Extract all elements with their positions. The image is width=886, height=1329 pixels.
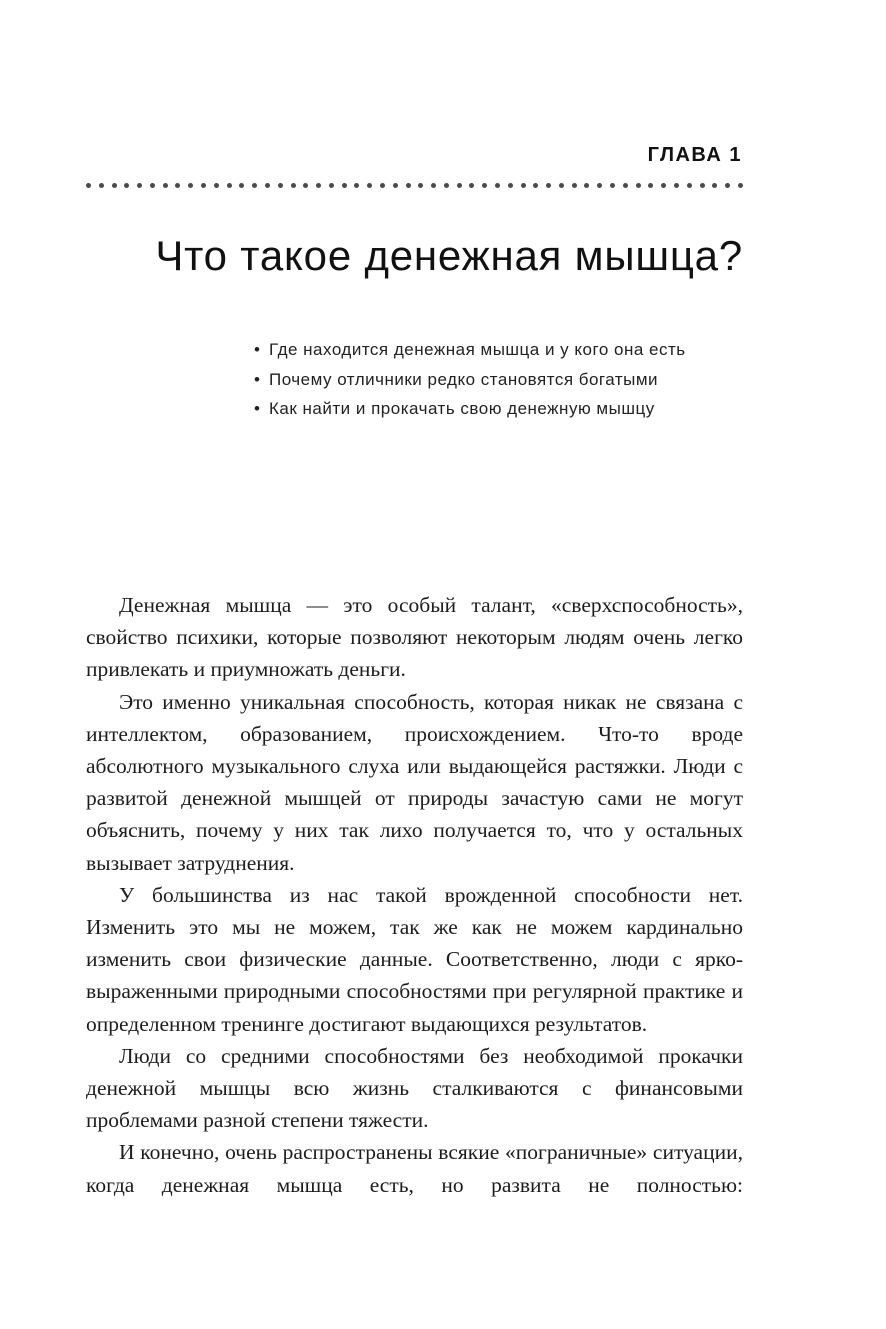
divider-dot	[546, 183, 551, 188]
divider-dot	[99, 183, 104, 188]
divider-dot	[572, 183, 577, 188]
divider-dot	[354, 183, 359, 188]
divider-dot	[265, 183, 270, 188]
divider-dot	[584, 183, 589, 188]
divider-dot	[342, 183, 347, 188]
divider-dot	[674, 183, 679, 188]
summary-bullet: • Где находится денежная мышца и у кого она есть	[254, 335, 686, 365]
divider-dot	[687, 183, 692, 188]
paragraph: Люди со средними способностями без необходимой прокачки денежной мышцы всю жизнь сталкиваются с финансовыми проблемами разной степени тяжести.	[86, 1043, 743, 1133]
divider-dot	[227, 183, 232, 188]
chapter-summary-list	[254, 335, 686, 424]
divider-dot	[559, 183, 564, 188]
divider-dot	[316, 183, 321, 188]
divider-dot	[597, 183, 602, 188]
divider-dot	[469, 183, 474, 188]
divider-dot	[457, 183, 462, 188]
divider-dot	[150, 183, 155, 188]
divider-dot	[175, 183, 180, 188]
divider-dot	[444, 183, 449, 188]
chapter-title: Что такое денежная мышца?	[155, 232, 743, 279]
divider-dot	[495, 183, 500, 188]
paragraph: Денежная мышца — это особый талант, «сверхспособность», свойство психики, которые позволяют некоторым людям очень легко привлекать и приумножать деньги.	[86, 593, 743, 682]
divider-dot	[636, 183, 641, 188]
summary-bullet: • Как найти и прокачать свою денежную мышцу	[254, 394, 686, 424]
divider-dot	[700, 183, 705, 188]
divider-dot	[278, 183, 283, 188]
divider-dot	[303, 183, 308, 188]
paragraph: И конечно, очень распространены всякие «пограничные» ситуации, когда денежная мышца есть, но развита не полностью:	[86, 1140, 743, 1197]
chapter-label: ГЛАВА 1	[647, 144, 742, 166]
divider-dot	[623, 183, 628, 188]
divider-dot	[406, 183, 411, 188]
divider-dot	[252, 183, 257, 188]
divider-dot	[214, 183, 219, 188]
divider-dot	[124, 183, 129, 188]
paragraph: Это именно уникальная способность, которая никак не связана с интеллектом, образованием, происхождением. Что-то вроде абсолютного музыкального слуха или выдающейся растяжки. Люди с развитой денежной мышцей от природы зачастую сами не могут объяснить, почему у них так лихо получается то, что у остальных вызывает затруднения.	[86, 689, 743, 875]
divider-dot	[738, 183, 743, 188]
divider-dot	[712, 183, 717, 188]
divider-dot	[661, 183, 666, 188]
divider-dot	[648, 183, 653, 188]
body-text	[86, 589, 743, 1201]
divider-dot	[431, 183, 436, 188]
divider-dot	[418, 183, 423, 188]
divider-dot	[163, 183, 168, 188]
divider-dot	[137, 183, 142, 188]
divider-dot	[367, 183, 372, 188]
divider-dot	[533, 183, 538, 188]
divider-dot	[521, 183, 526, 188]
divider-dot	[291, 183, 296, 188]
summary-bullet: • Почему отличники редко становятся богатыми	[254, 365, 686, 395]
divider-dot	[380, 183, 385, 188]
paragraph: У большинства из нас такой врожденной способности нет. Изменить это мы не можем, так же как не можем кардинально изменить свои физические данные. Соответственно, люди с ярко-выраженными природными способностями при регулярной практике и определенном тренинге достигают выдающихся результатов.	[86, 882, 743, 1036]
divider-dot	[610, 183, 615, 188]
divider-dot	[393, 183, 398, 188]
divider-dot	[725, 183, 730, 188]
divider-dot	[112, 183, 117, 188]
divider-dot	[86, 183, 91, 188]
divider-dot	[201, 183, 206, 188]
divider-dot	[508, 183, 513, 188]
dotted-divider	[86, 181, 743, 189]
divider-dot	[482, 183, 487, 188]
divider-dot	[329, 183, 334, 188]
divider-dot	[188, 183, 193, 188]
divider-dot	[239, 183, 244, 188]
